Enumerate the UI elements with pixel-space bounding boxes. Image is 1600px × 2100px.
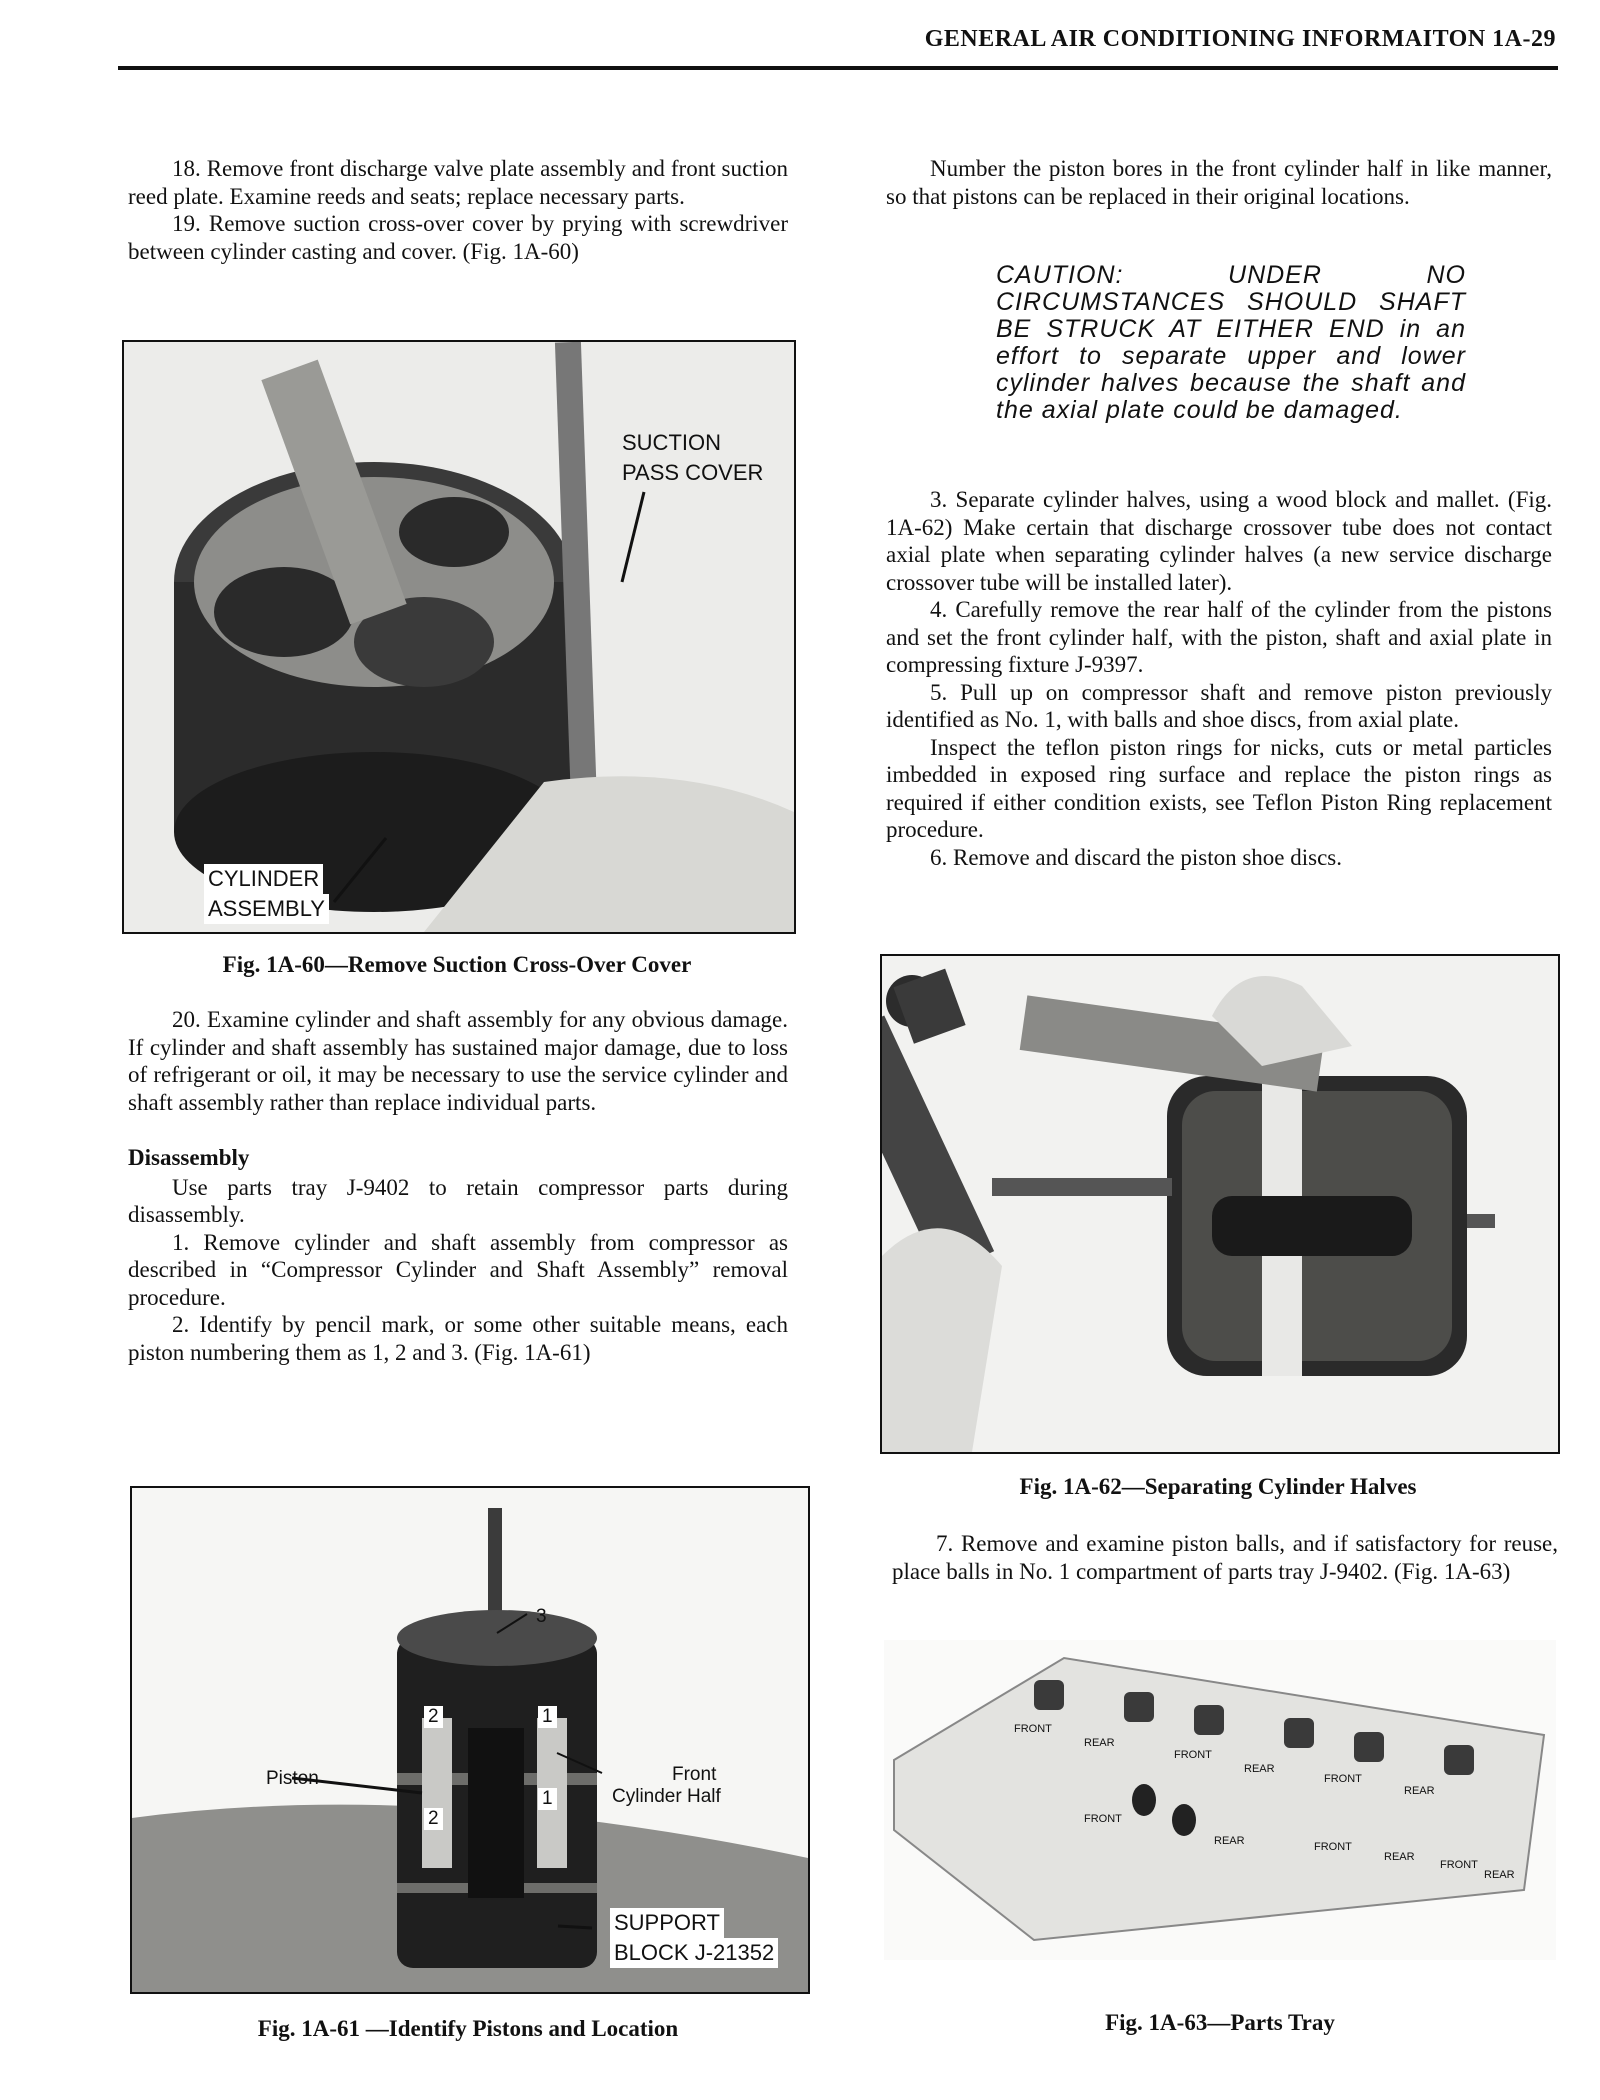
right-text-steps [886,486,1552,871]
disassembly-intro: Use parts tray J-9402 to retain compressor parts during disassembly. [128,1174,788,1227]
step-20: 20. Examine cylinder and shaft assembly for any obvious damage. If cylinder and shaft assembly has sustained major damage, due to loss of refrigerant or oil, it may be necessary to use the service cylinder and shaft assembly rather than replace individual parts. [128,1007,788,1115]
piston-number-3: 3 [536,1606,547,1627]
tray-label-12: REAR [1484,1869,1515,1881]
label-support-block: BLOCK J-21352 [610,1938,778,1968]
piston-number-1-bottom: 1 [538,1788,557,1810]
label-assembly: ASSEMBLY [204,894,329,924]
label-support: SUPPORT [610,1908,724,1938]
piston-number-2-top: 2 [424,1706,443,1728]
step-5: 5. Pull up on compressor shaft and remove piston previously identified as No. 1, with balls and shoe discs, from axial plate. [886,679,1552,732]
figure-1a-63-caption: Fig. 1A-63—Parts Tray [1105,2010,1335,2035]
step-2: 2. Identify by pencil mark, or some other suitable means, each piston numbering them as 1, 2 and 3. (Fig. 1A-61) [128,1312,788,1365]
step-3: 3. Separate cylinder halves, using a wood block and mallet. (Fig. 1A-62) Make certain that discharge crossover tube does not contact axial plate when separating cylinder halves (a new service discharge crossover tube will be installed later). [886,487,1552,595]
left-text-middle [128,1006,788,1366]
tray-label-2: REAR [1084,1737,1115,1749]
label-front: Front [672,1764,717,1785]
tray-label-4: REAR [1244,1763,1275,1775]
tray-label-10: REAR [1384,1851,1415,1863]
label-suction: SUCTION [622,430,721,455]
numbering-intro: Number the piston bores in the front cylinder half in like manner, so that pistons can be replaced in their original locations. [886,156,1552,209]
left-text-top [128,155,788,265]
step-18: 18. Remove front discharge valve plate assembly and front suction reed plate. Examine reeds and seats; replace necessary parts. [128,156,788,209]
tray-label-6: REAR [1404,1785,1435,1797]
label-cylinder: CYLINDER [204,864,323,894]
tray-label-7: FRONT [1084,1813,1122,1825]
tray-label-8: REAR [1214,1835,1245,1847]
piston-number-1-top: 1 [538,1706,557,1728]
label-piston: Piston [266,1768,319,1789]
tray-label-5: FRONT [1324,1773,1362,1785]
cylinder-halves-illustration [882,956,1558,1452]
right-text-lower [892,1530,1558,1585]
step-4: 4. Carefully remove the rear half of the cylinder from the pistons and set the front cylinder half, with the piston, shaft and axial plate in compressing fixture J-9397. [886,597,1552,677]
page-header: GENERAL AIR CONDITIONING INFORMAITON 1A-29 [924,26,1556,52]
disassembly-heading: Disassembly [128,1145,250,1170]
label-cylinder-half: Cylinder Half [612,1786,721,1807]
figure-1a-62-photo [880,954,1560,1454]
tray-label-9: FRONT [1314,1841,1352,1853]
step-19: 19. Remove suction cross-over cover by prying with screwdriver between cylinder casting and cover. (Fig. 1A-60) [128,211,788,264]
tray-label-11: FRONT [1440,1859,1478,1871]
step-1: 1. Remove cylinder and shaft assembly from compressor as described in “Compressor Cylinder and Shaft Assembly” removal procedure. [128,1229,788,1310]
figure-1a-60-caption: Fig. 1A-60—Remove Suction Cross-Over Cover [222,952,692,977]
piston-number-2-bottom: 2 [424,1808,443,1830]
header-rule [118,66,1558,70]
caution-note: CAUTION: UNDER NO CIRCUMSTANCES SHOULD SHAFT BE STRUCK AT EITHER END in an effort to separate upper and lower cylinder halves because the shaft and the axial plate could be damaged. [996,261,1466,424]
parts-tray-illustration [884,1640,1556,1960]
step-6: 6. Remove and discard the piston shoe discs. [930,844,1343,870]
right-text-intro [886,155,1552,210]
step-7: 7. Remove and examine piston balls, and if satisfactory for reuse, place balls in No. 1 compartment of parts tray J-9402. (Fig. 1A-63) [892,1531,1558,1584]
figure-1a-63-photo [884,1640,1556,1960]
tray-label-3: FRONT [1174,1749,1212,1761]
figure-1a-62-caption: Fig. 1A-62—Separating Cylinder Halves [1019,1474,1417,1499]
figure-1a-61-caption: Fig. 1A-61 —Identify Pistons and Location [257,2016,679,2041]
figure-1a-61-photo [130,1486,810,1994]
label-pass-cover: PASS COVER [622,460,764,485]
tray-label-1: FRONT [1014,1723,1052,1735]
figure-1a-60-photo [122,340,796,934]
inspect-rings: Inspect the teflon piston rings for nicks, cuts or metal particles imbedded in exposed ring surface and replace the piston rings as required if either condition exists, see Teflon Piston Ring replacement procedure. [886,734,1552,842]
